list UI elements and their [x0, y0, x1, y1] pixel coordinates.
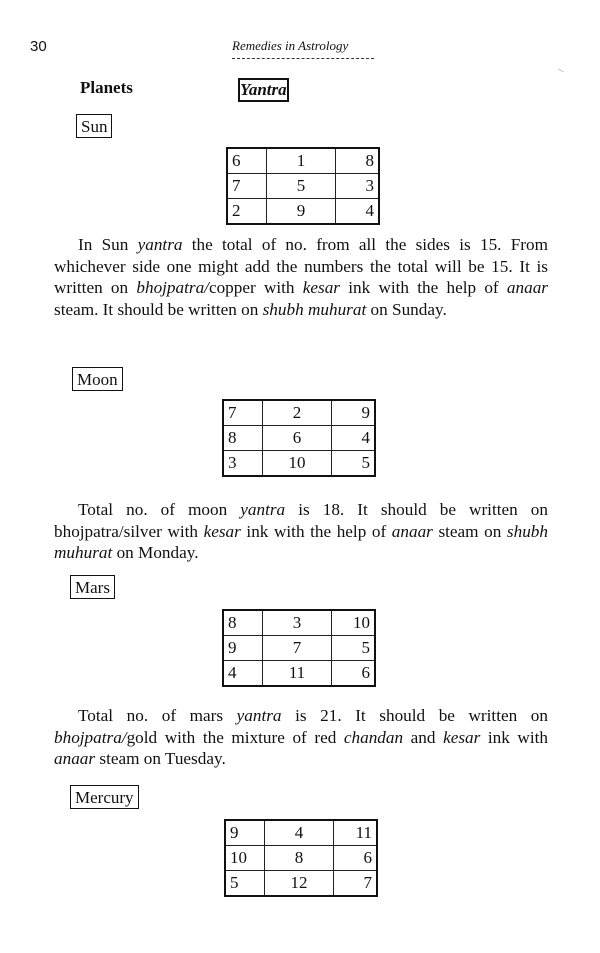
yantra-row	[223, 610, 375, 636]
yantra-cell: 11	[334, 820, 378, 846]
italic-term: yantra	[240, 500, 286, 519]
yantra-cell: 11	[263, 661, 332, 687]
paragraph-moon: Total no. of moon yantra is 18. It should be written on bhojpatra/silver with kesar ink with the help of anaar steam on shubh muhurat on Monday.	[54, 500, 548, 563]
yantra-grid-moon	[222, 399, 376, 477]
yantra-cell: 12	[265, 871, 334, 897]
yantra-cell: 3	[336, 174, 380, 199]
yantra-row	[223, 636, 375, 661]
yantra-cell: 8	[265, 846, 334, 871]
yantra-grid-mercury	[224, 819, 378, 897]
yantra-row	[227, 174, 379, 199]
yantra-cell: 9	[225, 820, 265, 846]
running-title: Remedies in Astrology	[232, 38, 349, 53]
yantra-row	[223, 426, 375, 451]
page-number: 30	[30, 38, 47, 55]
yantra-cell: 8	[336, 148, 380, 174]
stray-mark	[558, 69, 564, 73]
italic-term: bhojpatra/	[136, 278, 209, 298]
yantra-row	[223, 400, 375, 426]
yantra-cell: 5	[225, 871, 265, 897]
yantra-cell: 4	[336, 199, 380, 225]
yantra-cell: 10	[225, 846, 265, 871]
yantra-column-heading: Yantra	[238, 78, 289, 102]
planets-column-heading: Planets	[80, 78, 133, 97]
italic-term: yantra	[137, 235, 183, 254]
italic-term: chandan	[343, 727, 404, 747]
yantra-cell: 4	[332, 426, 376, 451]
yantra-cell: 8	[223, 610, 263, 636]
paragraph-sun: In Sun yantra the total of no. from all the sides is 15. From whichever side one might add the numbers the total will be 15. It is written on bhojpatra/copper with kesar ink with the help of anaar steam. It should be written on shubh muhurat on Sunday.	[54, 235, 548, 319]
yantra-cell: 3	[223, 451, 263, 477]
yantra-grid-sun	[226, 147, 380, 225]
yantra-cell: 5	[332, 636, 376, 661]
yantra-cell: 5	[267, 174, 336, 199]
yantra-cell: 6	[263, 426, 332, 451]
yantra-cell: 6	[334, 846, 378, 871]
yantra-cell: 10	[332, 610, 376, 636]
yantra-grid-mars	[222, 609, 376, 687]
italic-term: kesar	[203, 521, 241, 541]
yantra-cell: 9	[223, 636, 263, 661]
yantra-cell: 8	[223, 426, 263, 451]
yantra-cell: 7	[227, 174, 267, 199]
planet-label-mars: Mars	[70, 575, 115, 599]
yantra-row	[225, 846, 377, 871]
yantra-cell: 5	[332, 451, 376, 477]
yantra-cell: 1	[267, 148, 336, 174]
italic-term: shubh muhurat	[262, 299, 367, 319]
planet-label-mercury: Mercury	[70, 785, 139, 809]
italic-term: kesar	[302, 278, 340, 298]
yantra-row	[227, 199, 379, 225]
yantra-cell: 7	[263, 636, 332, 661]
running-title-rule	[232, 58, 374, 59]
italic-term: anaar	[54, 749, 96, 769]
yantra-cell: 9	[332, 400, 376, 426]
italic-term: anaar	[506, 278, 548, 298]
italic-term: shubh muhurat	[54, 521, 548, 563]
italic-term: anaar	[391, 521, 433, 541]
yantra-cell: 4	[223, 661, 263, 687]
yantra-cell: 7	[223, 400, 263, 426]
planet-label-sun: Sun	[76, 114, 112, 138]
yantra-row	[225, 820, 377, 846]
yantra-cell: 2	[227, 199, 267, 225]
yantra-cell: 2	[263, 400, 332, 426]
yantra-row	[227, 148, 379, 174]
yantra-cell: 9	[267, 199, 336, 225]
yantra-row	[223, 451, 375, 477]
yantra-cell: 6	[227, 148, 267, 174]
italic-term: yantra	[236, 706, 282, 725]
yantra-cell: 4	[265, 820, 334, 846]
italic-term: kesar	[443, 727, 481, 747]
yantra-row	[223, 661, 375, 687]
yantra-cell: 10	[263, 451, 332, 477]
yantra-cell: 3	[263, 610, 332, 636]
yantra-row	[225, 871, 377, 897]
paragraph-mars: Total no. of mars yantra is 21. It should be written on bhojpatra/gold with the mixture of red chandan and kesar ink with anaar steam on Tuesday.	[54, 706, 548, 769]
yantra-cell: 7	[334, 871, 378, 897]
yantra-cell: 6	[332, 661, 376, 687]
italic-term: bhojpatra/	[54, 727, 127, 747]
planet-label-moon: Moon	[72, 367, 123, 391]
